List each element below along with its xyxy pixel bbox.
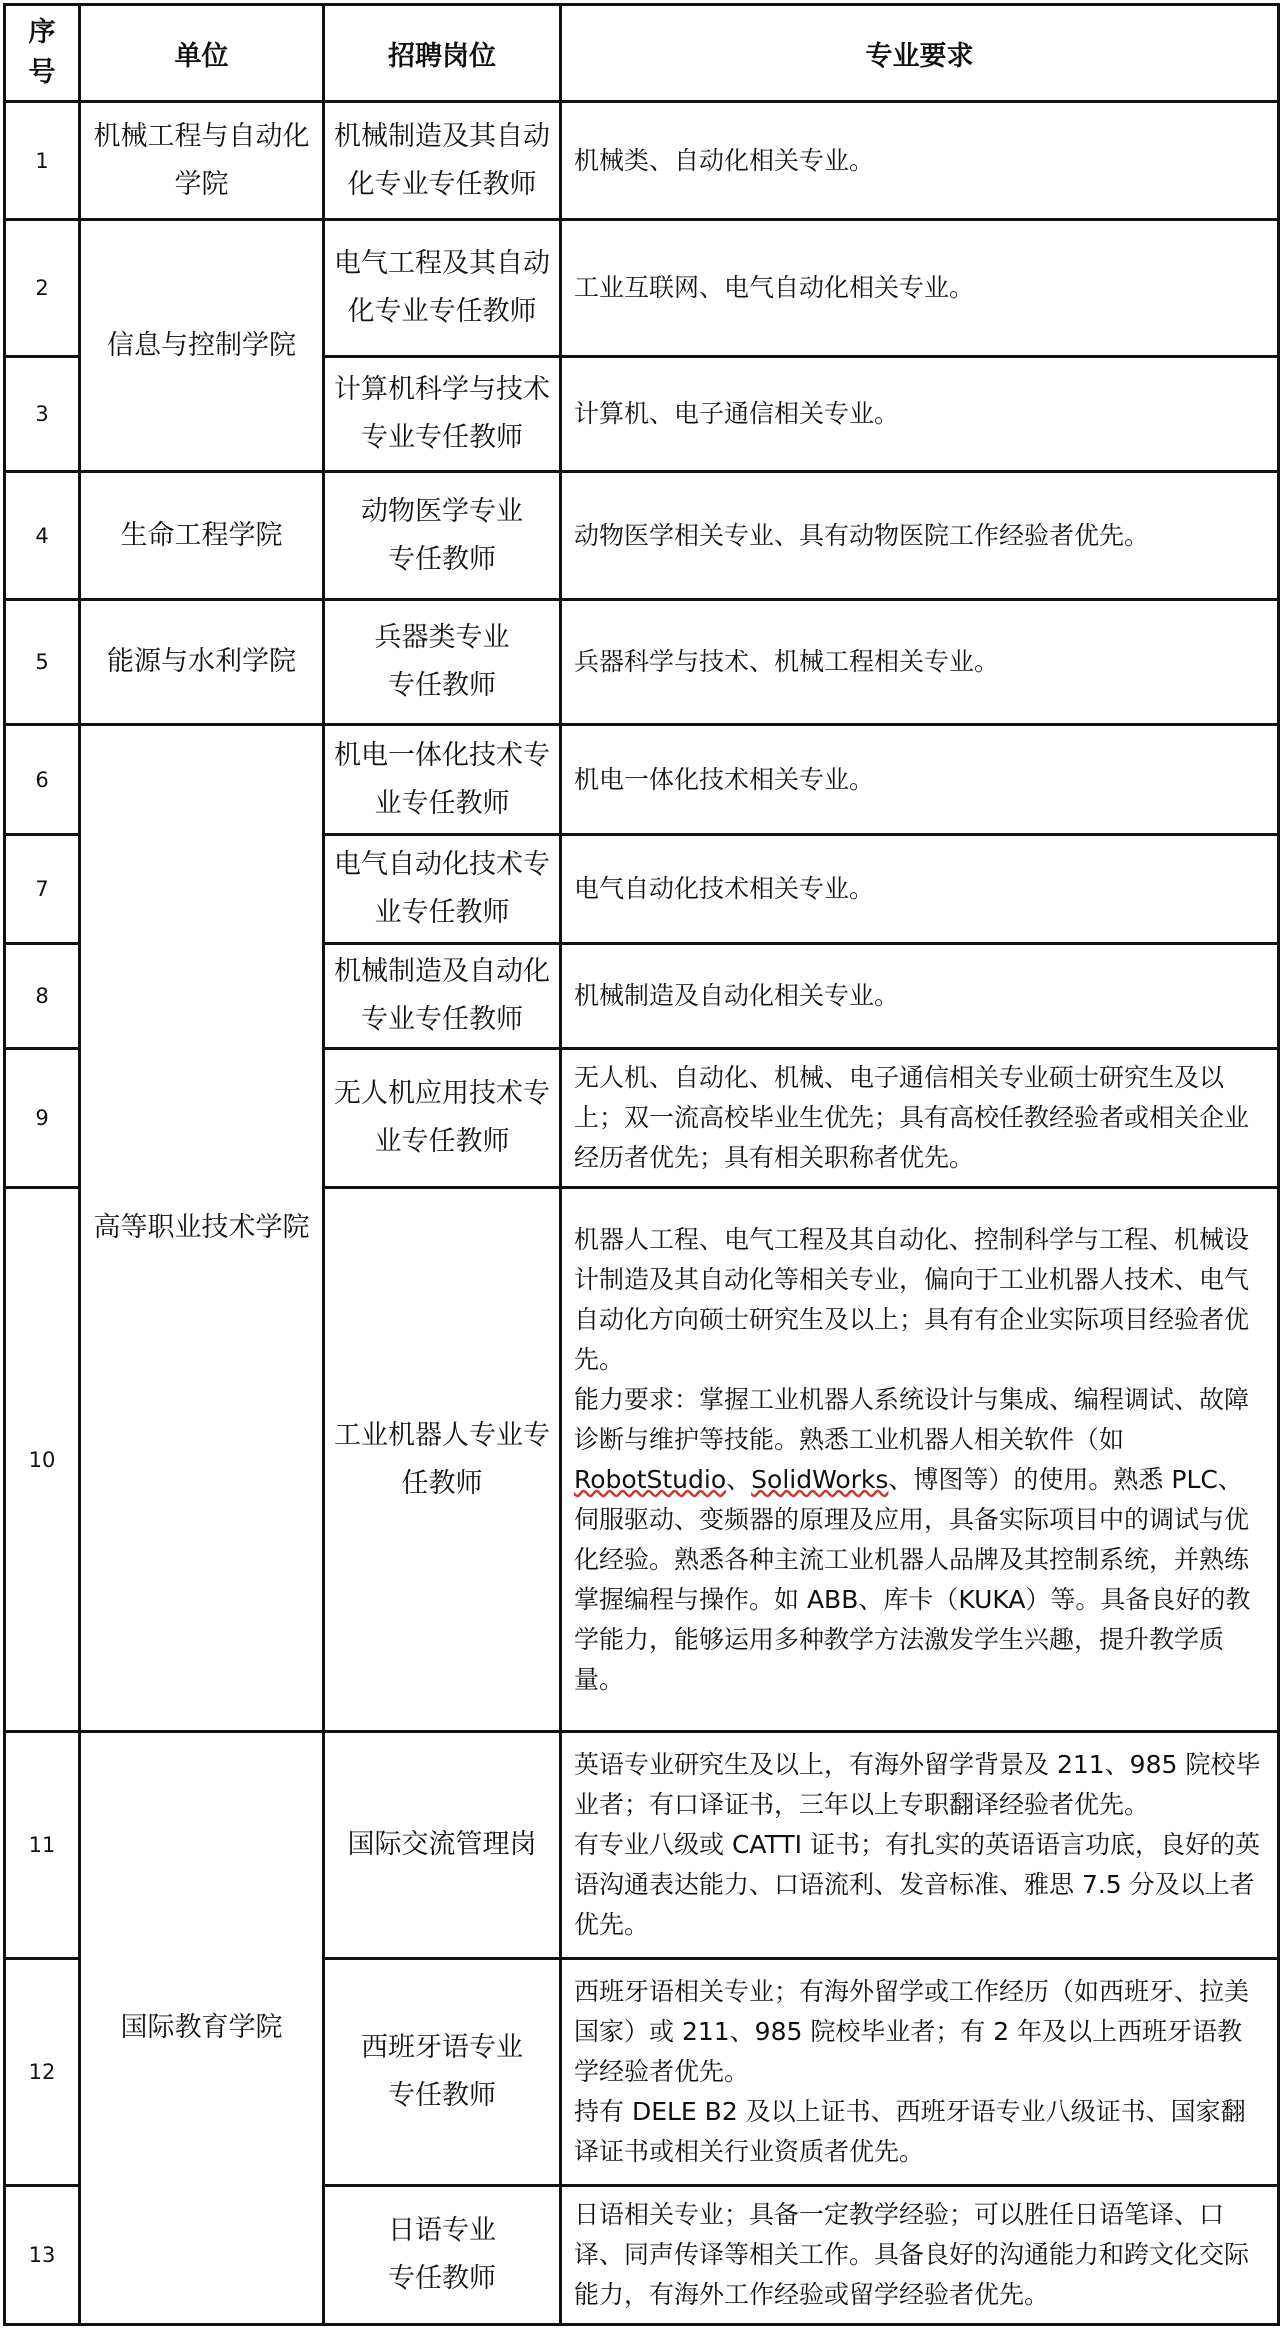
unit-cell: 能源与水利学院: [107, 646, 296, 677]
post-cell: 兵器类专业 专任教师: [374, 622, 510, 701]
requirement-cell: 计算机、电子通信相关专业。: [574, 399, 900, 428]
row-number: 2: [35, 276, 49, 300]
requirement-cell: 动物医学相关专业、具有动物医院工作经验者优先。: [574, 520, 1150, 550]
row-number: 1: [35, 148, 49, 173]
row-number: 9: [35, 1106, 49, 1130]
unit-cell: 机械工程与自动化 学院: [93, 120, 310, 200]
row-number: 7: [35, 877, 49, 901]
requirement-cell: 机械类、自动化相关专业。: [574, 145, 875, 175]
post-cell: 电气工程及其自动 化专业专任教师: [334, 248, 550, 327]
post-cell: 机电一体化技术专 业专任教师: [334, 739, 550, 819]
row-number: 6: [35, 767, 49, 792]
grid-line: [1277, 3, 1280, 2326]
header-unit: 单位: [174, 40, 229, 72]
unit-cell: 信息与控制学院: [107, 329, 296, 361]
post-cell: 计算机科学与技术 专业专任教师: [334, 374, 550, 453]
grid-line: [3, 2323, 1280, 2326]
requirement-cell: 工业互联网、电气自动化相关专业。: [574, 273, 975, 302]
requirement-cell: 日语相关专业；具备一定教学经验；可以胜任日语笔译、口译、同声传译等相关工作。具备良好的沟通能力和跨文化交际能力，有海外工作经验或留学经验者优先。: [574, 2200, 1250, 2309]
requirement-cell: 机电一体化技术相关专业。: [574, 764, 875, 794]
post-cell: 机械制造及自动化 专业专任教师: [334, 956, 550, 1035]
row-number: 3: [35, 402, 49, 426]
requirement-cell: 机器人工程、电气工程及其自动化、控制科学与工程、机械设计制造及其自动化等相关专业，偏向于工业机器人技术、电气自动化方向硕士研究生及以上；具有有企业实际项目经验者优先。 能力要求：掌握工业机器人系统设计与集成、编程调试、故障诊断与维护等技能。熟悉工业机器人相关软件（如RobotStudio、SolidWorks、博图等）的使用。熟悉 PLC、伺服驱动、变频器的原理及应用，具备实际项目中的调试与优化经验。熟悉各种主流工业机器人品牌及其控制系统，并熟练掌握编程与操作。如 ABB、库卡（KUKA）等。具备良好的教学能力，能够运用多种教学方法激发学生兴趣，提升教学质量。: [574, 1224, 1251, 1694]
post-cell: 机械制造及其自动 化专业专任教师: [334, 120, 550, 200]
row-number: 11: [28, 1833, 56, 1857]
row-number: 12: [28, 2060, 56, 2084]
unit-cell: 国际教育学院: [120, 2012, 283, 2043]
requirement-cell: 电气自动化技术相关专业。: [574, 874, 875, 903]
row-number: 10: [28, 1447, 56, 1472]
post-cell: 无人机应用技术专 业专任教师: [334, 1078, 550, 1157]
row-number: 4: [35, 523, 49, 548]
post-cell: 工业机器人专业专 任教师: [334, 1419, 550, 1499]
post-cell: 西班牙语专业 专任教师: [361, 2032, 523, 2111]
header-seq: 序 号: [28, 17, 56, 88]
header-requirement: 专业要求: [865, 40, 974, 72]
row-number: 5: [35, 650, 49, 674]
header-post: 招聘岗位: [388, 40, 496, 72]
requirement-cell: 英语专业研究生及以上，有海外留学背景及 211、985 院校毕业者；有口译证书，三年以上专职翻译经验者优先。 有专业八级或 CATTI 证书；有扎实的英语语言功底，良好的英语沟通表达能力、口语流利、发音标准、雅思 7.5 分及以上者优先。: [574, 1750, 1261, 1939]
row-number: 13: [28, 2243, 56, 2267]
unit-cell: 生命工程学院: [120, 519, 283, 551]
post-cell: 动物医学专业 专任教师: [361, 495, 523, 575]
requirement-cell: 机械制造及自动化相关专业。: [574, 981, 900, 1010]
post-cell: 国际交流管理岗: [347, 1829, 537, 1860]
requirement-cell: 西班牙语相关专业；有海外留学或工作经历（如西班牙、拉美国家）或 211、985 院校毕业者；有 2 年及以上西班牙语教学经验者优先。 持有 DELE B2 及以上证书、西班牙语专业八级证书、国家翻译证书或相关行业资质者优先。: [574, 1977, 1250, 2166]
unit-cell: 高等职业技术学院: [93, 1212, 310, 1243]
post-cell: 日语专业 专任教师: [388, 2215, 496, 2294]
requirement-cell: 无人机、自动化、机械、电子通信相关专业硕士研究生及以上；双一流高校毕业生优先；具有高校任教经验者或相关企业经历者优先；具有相关职称者优先。: [574, 1063, 1250, 1172]
requirement-cell: 兵器科学与技术、机械工程相关专业。: [574, 647, 1000, 676]
post-cell: 电气自动化技术专 业专任教师: [334, 849, 550, 928]
row-number: 8: [35, 984, 49, 1008]
